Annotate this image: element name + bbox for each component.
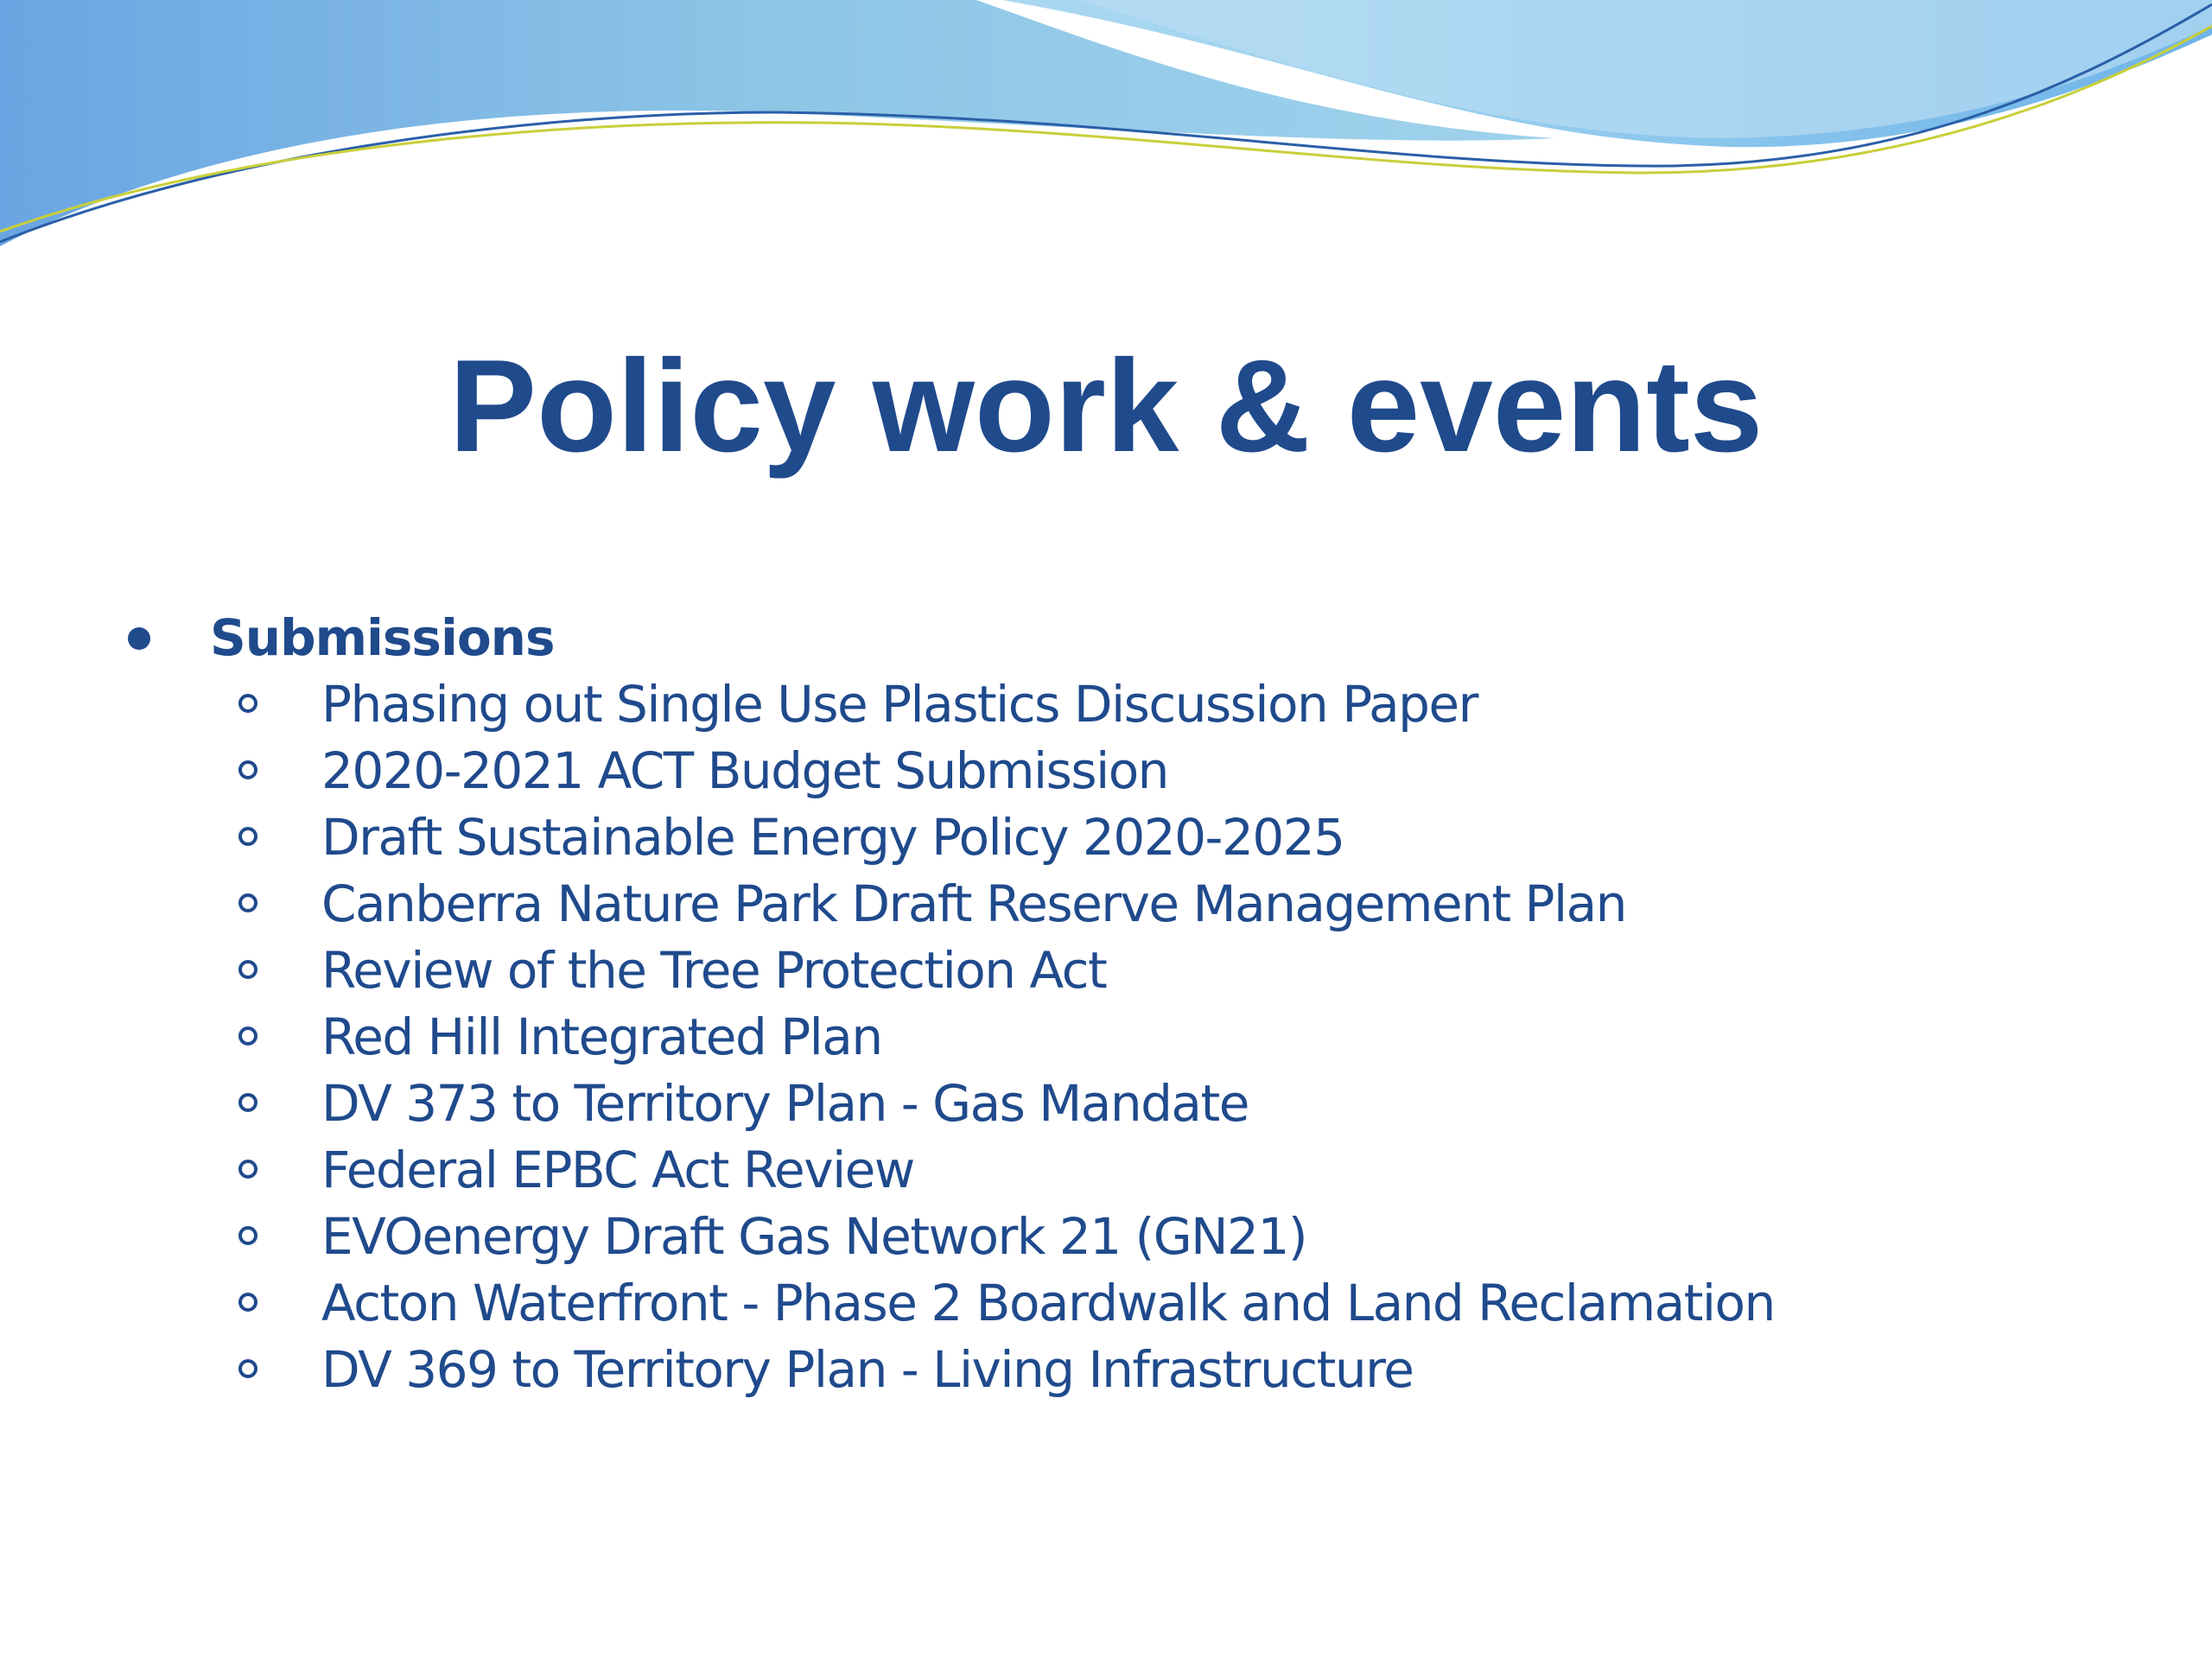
- list-item-text: Acton Waterfront - Phase 2 Boardwalk and Land Reclamation: [321, 1274, 1775, 1332]
- hollow-bullet-icon: [238, 694, 257, 713]
- list-item-text: Red Hill Integrated Plan: [321, 1007, 882, 1066]
- list-item-text: Federal EPBC Act Review: [321, 1141, 914, 1199]
- list-item-text: Canberra Nature Park Draft Reserve Management Plan: [321, 874, 1626, 933]
- list-item-text: DV 369 to Territory Plan - Living Infrastructure: [321, 1340, 1414, 1399]
- hollow-bullet-icon: [238, 827, 257, 846]
- hollow-bullet-icon: [238, 893, 257, 912]
- hollow-bullet-icon: [238, 1293, 257, 1312]
- list-item-text: Review of the Tree Protection Act: [321, 941, 1107, 1000]
- filled-bullet-icon: [128, 627, 150, 650]
- list-item: [0, 1337, 2212, 1403]
- list-item: [0, 871, 2212, 938]
- section-heading: Submissions: [210, 608, 555, 667]
- bullet-list: [0, 605, 2212, 1403]
- list-item: [0, 804, 2212, 871]
- hollow-bullet-icon: [238, 960, 257, 979]
- hollow-bullet-icon: [238, 1160, 257, 1179]
- list-item: [0, 1004, 2212, 1071]
- list-item-text: 2020-2021 ACT Budget Submission: [321, 741, 1168, 800]
- hollow-bullet-icon: [238, 1093, 257, 1112]
- list-item: [0, 1270, 2212, 1337]
- hollow-bullet-icon: [238, 1359, 257, 1378]
- list-item-text: Phasing out Single Use Plastics Discussion Paper: [321, 675, 1478, 734]
- wave-banner-decoration: [0, 0, 2212, 276]
- list-item-text: Draft Sustainable Energy Policy 2020-2025: [321, 808, 1344, 867]
- list-item-text: EVOenergy Draft Gas Network 21 (GN21): [321, 1207, 1306, 1266]
- list-item: [0, 938, 2212, 1004]
- hollow-bullet-icon: [238, 1226, 257, 1245]
- list-item: [0, 1137, 2212, 1204]
- hollow-bullet-icon: [238, 760, 257, 779]
- list-item: [0, 671, 2212, 738]
- list-item: [0, 1204, 2212, 1270]
- slide-title: Policy work & events: [448, 333, 1764, 480]
- sub-item-list: [0, 671, 2212, 1403]
- section-heading-row: [0, 605, 2212, 671]
- list-item: [0, 1071, 2212, 1137]
- list-item: [0, 738, 2212, 804]
- list-item-text: DV 373 to Territory Plan - Gas Mandate: [321, 1074, 1249, 1133]
- hollow-bullet-icon: [238, 1027, 257, 1046]
